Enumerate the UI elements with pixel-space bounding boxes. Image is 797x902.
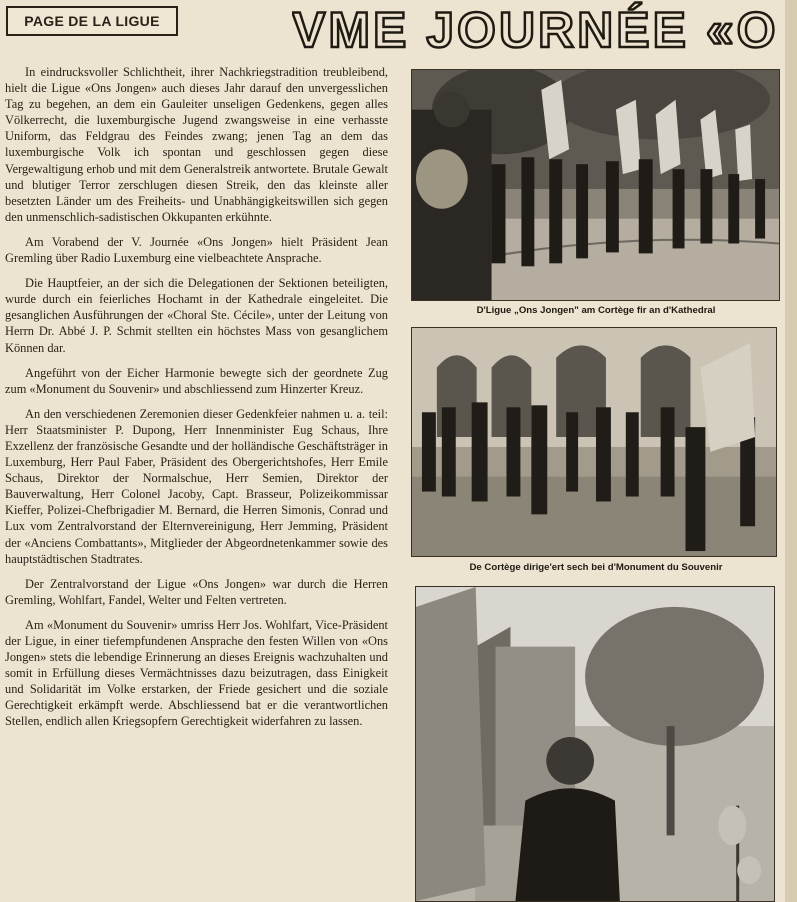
section-label: PAGE DE LA LIGUE bbox=[6, 6, 178, 36]
article-body bbox=[5, 64, 388, 739]
photo-procession-cathedral bbox=[411, 69, 780, 301]
page-edge bbox=[785, 0, 797, 902]
article-paragraph: Die Hauptfeier, an der sich die Delegationen der Sektionen beteiligten, wurde durch ein feierliches Hochamt in der Kathedrale eingeleitet. Die gesanglichen Ausführungen der «Choral Ste. Cécile», unter der Leitung von Herrn Dr. Abbé J. P. Schmit stellten ein höchstes Mass von gesanglichem Können dar. bbox=[5, 276, 388, 355]
article-paragraph: Am Vorabend der V. Journée «Ons Jongen» hielt Präsident Jean Gremling über Radio Luxemburg eine vielbeachtete Ansprache. bbox=[5, 234, 388, 266]
headline: VME JOURNÉE «O bbox=[292, 2, 779, 58]
article-paragraph: An den verschiedenen Zeremonien dieser Gedenkfeier nahmen u. a. teil: Herr Staatsminister P. Dupong, Herr Innenminister Eug Schaus, Ihre Exzellenz der französische Gesandte und der holländische Geschäftsträger in Luxemburg, Herr Paul Faber, Präsident des Obergerichtshofes, Herr Emile Schaus, Direktor der Normalschue, Herr Semien, Direktor der Bauverwaltung, Herr Colonel Jacoby, Capt. Brasseur, Polizeikommissar Kieffer, Polizei-Chefbrigadier M. Bernard, die Herren Simonis, Conrad und Lux vom Zentralvorstand der Elternvereinigung, Herr Jemming, Präsident der «Anciens Combattants», Mitglieder der Abgeordnetenkammer sowie des hauptstädtischen Stadtrates. bbox=[5, 406, 388, 566]
article-paragraph: Am «Monument du Souvenir» umriss Herr Jos. Wohlfart, Vice-Präsident der Ligue, in einer tiefempfundenen Ansprache den festen Willen von «Ons Jongen» stets die lebendige Erinnerung an dieses Ereignis wachzuhalten und somit in Erfüllung dieses Vermächtnisses dazu beizutragen, dass Einigkeit und Solidarität im Volke erstarken, der Friede gesichert und die soziale Gerechtigkeit erkämpft werde. Abschliessend bat er die verantwortlichen Stellen, endlich allen Kriegsopfern Gerechtigkeit widerfahren zu lassen. bbox=[5, 617, 388, 729]
photo-caption: De Cortège dirige'ert sech bei d'Monument du Souvenir bbox=[469, 562, 723, 573]
article-paragraph: In eindrucksvoller Schlichtheit, ihrer Nachkriegstradition treubleibend, hielt die Ligue «Ons Jongen» auch dieses Jahr darauf den unvergesslichen Tag zu begehen, an dem ein Gauleiter unseligen Gedenkens, gegen alles Völkerrecht, die luxemburgische Jugend zwangsweise in eine verhasste Uniform, das Feldgrau des Feindes zwang; jenen Tag an dem das luxemburgische Volk ich spontan und geschlossen gegen diese Vergewaltigung erhob und mit dem Generalstreik antwortete. Brutale Gewalt und blutiger Terror zerschlugen diesen Streik, den das kleinste aller besetzten Länder um des Freiheits- und Unabhängigkeitswillen sich gegen den unmenschlich-sadistischen Okkupanten erkühnte. bbox=[5, 65, 388, 224]
photo-caption: D'Ligue „Ons Jongen" am Cortège fir an d'Kathedral bbox=[476, 305, 716, 316]
photo-procession-monument bbox=[411, 327, 777, 557]
article-paragraph: Angeführt von der Eicher Harmonie bewegte sich der geordnete Zug zum «Monument du Souvenir» und abschliessend zum Hinzerter Kreuz. bbox=[5, 365, 388, 396]
photo-speaker-monument bbox=[415, 586, 775, 902]
article-paragraph: Der Zentralvorstand der Ligue «Ons Jongen» war durch die Herren Gremling, Wohlfart, Fandel, Welter und Felten vertreten. bbox=[5, 576, 388, 607]
